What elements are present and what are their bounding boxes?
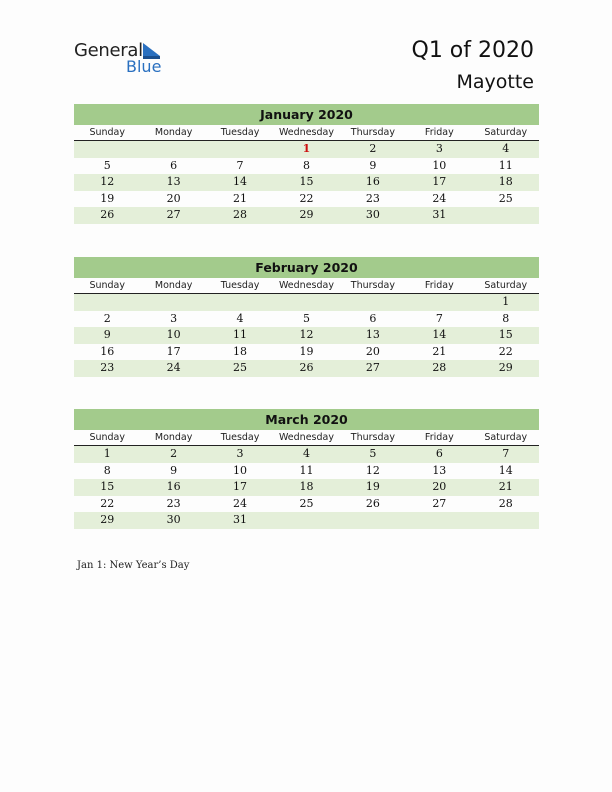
day-cell: 14 xyxy=(432,328,447,341)
weekday-label: Wednesday xyxy=(278,432,334,443)
week-row xyxy=(74,174,539,191)
day-cell: 25 xyxy=(498,191,513,205)
empty-day-cell xyxy=(140,294,206,311)
day-cell: 3 xyxy=(170,311,178,325)
day-cell: 29 xyxy=(100,513,115,526)
day-cell: 21 xyxy=(233,191,248,205)
day-cell: 31 xyxy=(432,208,447,221)
empty-day-cell xyxy=(207,294,273,311)
day-cell: 16 xyxy=(100,344,115,358)
weekday-label: Wednesday xyxy=(278,127,334,138)
day-cell: 11 xyxy=(233,328,248,341)
holiday-note: Jan 1: New Year’s Day xyxy=(77,560,190,571)
week-row xyxy=(74,446,539,463)
day-cell: 9 xyxy=(369,158,377,172)
day-cell: 21 xyxy=(432,344,447,358)
empty-day-cell xyxy=(74,141,140,158)
day-cell: 24 xyxy=(166,361,181,374)
weekday-label: Tuesday xyxy=(220,432,260,443)
day-cell: 29 xyxy=(498,361,513,374)
day-cell: 6 xyxy=(170,158,178,172)
empty-day-cell xyxy=(406,294,472,311)
empty-day-cell xyxy=(273,512,339,529)
day-cell: 29 xyxy=(299,208,314,221)
day-cell: 26 xyxy=(365,496,380,510)
empty-day-cell xyxy=(207,141,273,158)
day-cell: 11 xyxy=(498,158,513,172)
weekday-label: Friday xyxy=(424,280,454,291)
day-cell: 27 xyxy=(365,361,380,374)
day-cell: 3 xyxy=(435,142,443,155)
day-cell: 20 xyxy=(432,480,447,493)
day-cell: 9 xyxy=(170,463,178,477)
day-cell: 6 xyxy=(435,447,443,460)
day-cell: 3 xyxy=(236,447,244,460)
day-cell: 22 xyxy=(299,191,314,205)
weekday-label: Tuesday xyxy=(220,127,260,138)
day-cell: 14 xyxy=(233,175,248,188)
empty-day-cell xyxy=(340,512,406,529)
day-cell: 31 xyxy=(233,513,248,526)
day-cell: 8 xyxy=(302,158,310,172)
day-cell: 20 xyxy=(365,344,380,358)
weekday-label: Monday xyxy=(154,127,193,138)
empty-day-cell xyxy=(140,141,206,158)
day-cell: 14 xyxy=(498,463,513,477)
day-cell: 24 xyxy=(432,191,447,205)
day-cell: 18 xyxy=(498,175,513,188)
day-cell: 26 xyxy=(100,208,115,221)
week-row xyxy=(74,141,539,158)
day-cell: 5 xyxy=(369,447,377,460)
brand-logo xyxy=(74,40,174,80)
month-title: March 2020 xyxy=(74,409,539,430)
day-cell: 7 xyxy=(236,158,244,172)
day-cell: 19 xyxy=(365,480,380,493)
week-row xyxy=(74,463,539,480)
day-cell: 21 xyxy=(498,480,513,493)
weekday-label: Sunday xyxy=(89,432,125,443)
weekday-label: Thursday xyxy=(350,280,395,291)
day-cell: 15 xyxy=(100,480,115,493)
day-cell: 4 xyxy=(502,142,510,155)
day-cell: 10 xyxy=(166,328,181,341)
day-cell: 25 xyxy=(299,496,314,510)
day-cell: 4 xyxy=(236,311,244,325)
day-cell: 7 xyxy=(502,447,510,460)
weekday-label: Saturday xyxy=(484,432,528,443)
weekday-header-row xyxy=(74,125,539,141)
day-cell: 28 xyxy=(498,496,513,510)
day-cell: 30 xyxy=(365,208,380,221)
weekday-label: Thursday xyxy=(350,127,395,138)
day-cell: 18 xyxy=(233,344,248,358)
day-cell: 6 xyxy=(369,311,377,325)
day-cell: 20 xyxy=(166,191,181,205)
week-row xyxy=(74,360,539,377)
weekday-label: Friday xyxy=(424,432,454,443)
page-subtitle: Mayotte xyxy=(456,71,534,93)
day-cell: 11 xyxy=(299,463,314,477)
day-cell: 2 xyxy=(369,142,377,155)
day-cell: 8 xyxy=(502,311,510,325)
weekday-label: Thursday xyxy=(350,432,395,443)
day-cell: 13 xyxy=(432,463,447,477)
day-cell: 16 xyxy=(365,175,380,188)
day-cell: 17 xyxy=(166,344,181,358)
month-title: February 2020 xyxy=(74,257,539,278)
day-cell: 23 xyxy=(100,361,115,374)
day-cell: 7 xyxy=(435,311,443,325)
holiday-notes xyxy=(77,560,189,571)
month-calendar xyxy=(74,409,539,529)
day-cell: 22 xyxy=(100,496,115,510)
weekday-label: Monday xyxy=(154,280,193,291)
weekday-label: Friday xyxy=(424,127,454,138)
day-cell: 18 xyxy=(299,480,314,493)
weekday-label: Saturday xyxy=(484,127,528,138)
day-cell: 26 xyxy=(299,361,314,374)
day-cell: 30 xyxy=(166,513,181,526)
day-cell: 23 xyxy=(166,496,181,510)
day-cell: 19 xyxy=(100,191,115,205)
day-cell: 24 xyxy=(233,496,248,510)
day-cell: 15 xyxy=(299,175,314,188)
month-title: January 2020 xyxy=(74,104,539,125)
day-cell: 23 xyxy=(365,191,380,205)
week-row xyxy=(74,479,539,496)
week-row xyxy=(74,191,539,208)
page-title: Q1 of 2020 xyxy=(411,38,534,63)
week-row xyxy=(74,344,539,361)
day-cell: 8 xyxy=(103,463,111,477)
day-cell: 12 xyxy=(299,328,314,341)
week-row xyxy=(74,207,539,224)
empty-day-cell xyxy=(406,512,472,529)
month-calendar xyxy=(74,104,539,224)
empty-day-cell xyxy=(340,294,406,311)
day-cell: 2 xyxy=(103,311,111,325)
day-cell: 13 xyxy=(365,328,380,341)
day-cell: 1 xyxy=(302,142,311,155)
day-cell: 25 xyxy=(233,361,248,374)
weekday-header-row xyxy=(74,430,539,446)
day-cell: 27 xyxy=(432,496,447,510)
week-row xyxy=(74,311,539,328)
day-cell: 1 xyxy=(502,295,510,308)
day-cell: 2 xyxy=(170,447,178,460)
logo-general-text: General xyxy=(74,40,143,61)
day-cell: 1 xyxy=(103,447,111,460)
empty-day-cell xyxy=(74,294,140,311)
day-cell: 9 xyxy=(103,328,111,341)
week-row xyxy=(74,496,539,513)
day-cell: 12 xyxy=(365,463,380,477)
week-row xyxy=(74,327,539,344)
weekday-label: Sunday xyxy=(89,280,125,291)
day-cell: 10 xyxy=(233,463,248,477)
day-cell: 28 xyxy=(432,361,447,374)
day-cell: 17 xyxy=(432,175,447,188)
day-cell: 22 xyxy=(498,344,513,358)
week-row xyxy=(74,294,539,311)
day-cell: 27 xyxy=(166,208,181,221)
day-cell: 4 xyxy=(302,447,310,460)
month-calendar xyxy=(74,257,539,377)
day-cell: 15 xyxy=(498,328,513,341)
logo-blue-text: Blue xyxy=(126,57,162,76)
week-row xyxy=(74,158,539,175)
day-cell: 5 xyxy=(302,311,310,325)
empty-day-cell xyxy=(473,207,539,224)
week-row xyxy=(74,512,539,529)
weekday-label: Saturday xyxy=(484,280,528,291)
weekday-header-row xyxy=(74,278,539,294)
day-cell: 13 xyxy=(166,175,181,188)
weekday-label: Sunday xyxy=(89,127,125,138)
day-cell: 19 xyxy=(299,344,314,358)
weekday-label: Monday xyxy=(154,432,193,443)
weekday-label: Wednesday xyxy=(278,280,334,291)
weekday-label: Tuesday xyxy=(220,280,260,291)
day-cell: 12 xyxy=(100,175,115,188)
day-cell: 5 xyxy=(103,158,111,172)
day-cell: 10 xyxy=(432,158,447,172)
empty-day-cell xyxy=(273,294,339,311)
empty-day-cell xyxy=(473,512,539,529)
day-cell: 16 xyxy=(166,480,181,493)
day-cell: 17 xyxy=(233,480,248,493)
day-cell: 28 xyxy=(233,208,248,221)
